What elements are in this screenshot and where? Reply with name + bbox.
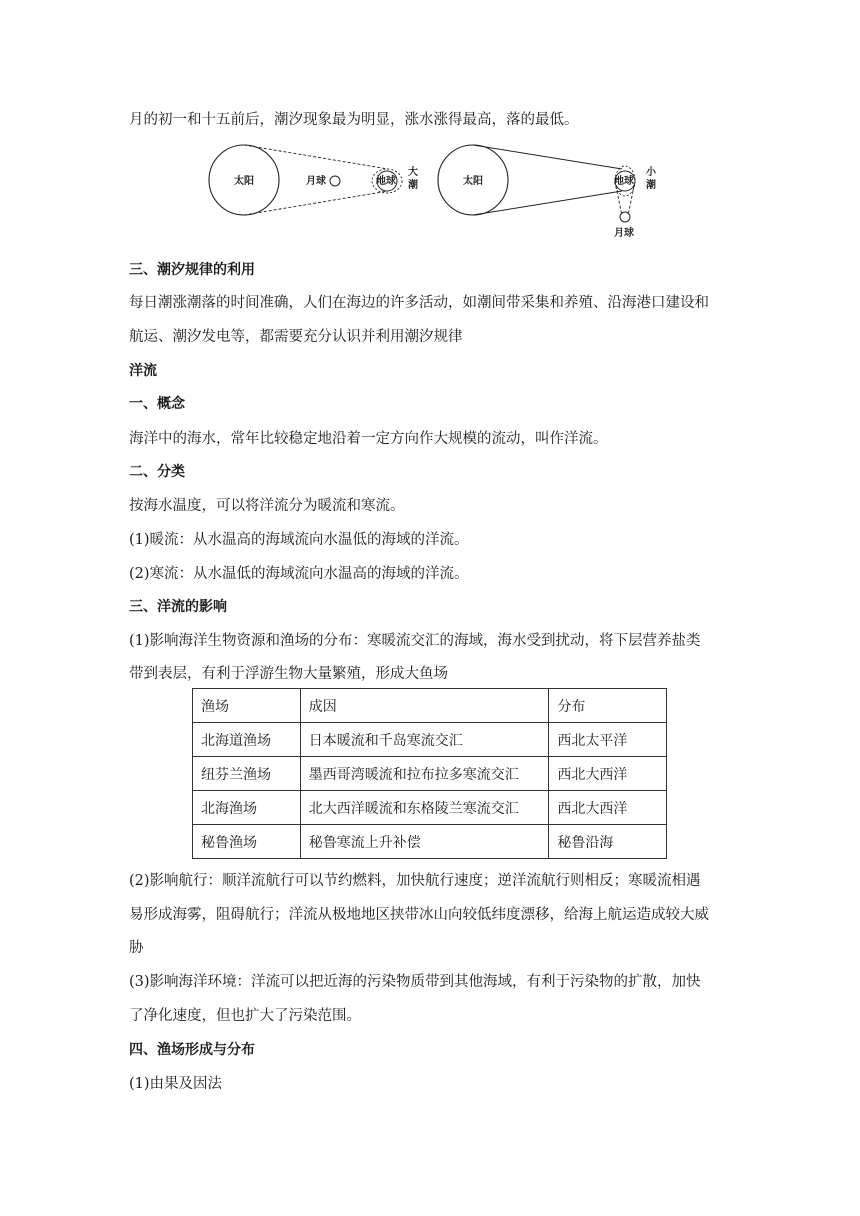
table-cell: 北海渔场: [193, 791, 301, 825]
table-cell: 墨西哥湾暖流和拉布拉多寒流交汇: [300, 757, 549, 791]
spring-tide-diagram: [209, 145, 418, 215]
effect1-line2: 带到表层，有利于浮游生物大量繁殖，形成大鱼场: [129, 666, 448, 682]
concept-paragraph: 海洋中的海水，常年比较稳定地沿着一定方向作大规模的流动，叫作洋流。: [129, 431, 608, 447]
table-row: [193, 723, 667, 757]
classification-paragraph: 按海水温度，可以将洋流分为暖流和寒流。: [129, 498, 405, 514]
moon-circle: [330, 176, 340, 186]
tide-label-1: 大: [408, 167, 418, 178]
tide-use-paragraph-line2: 航运、潮汐发电等，都需要充分认识并利用潮汐规律: [129, 329, 463, 345]
cold-current-definition: (2)寒流：从水温低的海域流向水温高的海域的洋流。: [129, 566, 469, 582]
currents-title: 洋流: [129, 363, 157, 379]
tide-label-2: 潮: [408, 180, 418, 191]
table-header-cell: 分布: [549, 689, 667, 723]
earth-label: 地球: [614, 176, 634, 187]
table-row: [193, 791, 667, 825]
tide-diagram-svg: [190, 138, 670, 244]
earth-label: 地球: [376, 176, 396, 187]
table-cell: 秘鲁寒流上升补偿: [300, 825, 549, 859]
fishery-heading: 四、渔场形成与分布: [129, 1042, 255, 1058]
tide-label-1: 小: [646, 167, 656, 178]
effect3-line2: 了净化速度，但也扩大了污染范围。: [129, 1008, 361, 1024]
classification-heading: 二、分类: [129, 464, 185, 480]
sun-label: 太阳: [463, 176, 483, 187]
tide-label-2: 潮: [646, 180, 656, 191]
table-cell: 日本暖流和千岛寒流交汇: [300, 723, 549, 757]
table-header-cell: 成因: [300, 689, 549, 723]
fishery-method: (1)由果及因法: [129, 1076, 223, 1092]
warm-current-definition: (1)暖流：从水温高的海域流向水温低的海域的洋流。: [129, 532, 469, 548]
table-cell: 西北大西洋: [549, 791, 667, 825]
table-cell: 秘鲁沿海: [549, 825, 667, 859]
effect2-line2: 易形成海雾，阻碍航行；洋流从极地地区挟带冰山向较低纬度漂移，给海上航运造成较大威: [129, 907, 709, 923]
table-cell: 西北大西洋: [549, 757, 667, 791]
table-header-row: [193, 689, 667, 723]
concept-heading: 一、概念: [129, 396, 185, 412]
tide-diagram: [190, 138, 670, 244]
effect2-line1: (2)影响航行：顺洋流航行可以节约燃料，加快航行速度；逆洋流航行则相反；寒暖流相遇: [129, 873, 701, 889]
neap-tide-diagram: [438, 145, 657, 239]
effect1-line1: (1)影响海洋生物资源和渔场的分布：寒暖流交汇的海域，海水受到扰动，将下层营养盐类: [129, 633, 701, 649]
effect3-line1: (3)影响海洋环境：洋流可以把近海的污染物质带到其他海域，有利于污染物的扩散，加快: [129, 974, 701, 990]
sun-label: 太阳: [234, 176, 254, 187]
table-cell: 西北太平洋: [549, 723, 667, 757]
effects-heading: 三、洋流的影响: [129, 599, 227, 615]
tide-use-paragraph-line1: 每日潮涨潮落的时间准确，人们在海边的许多活动，如潮间带采集和养殖、沿海港口建设和: [129, 295, 709, 311]
table-cell: 纽芬兰渔场: [193, 757, 301, 791]
moon-label: 月球: [306, 176, 326, 187]
table-cell: 北海道渔场: [193, 723, 301, 757]
fishing-grounds-table: [192, 688, 667, 859]
table-cell: 秘鲁渔场: [193, 825, 301, 859]
table-row: [193, 825, 667, 859]
tide-use-heading: 三、潮汐规律的利用: [129, 262, 255, 278]
moon-circle: [620, 212, 630, 222]
intro-line: 月的初一和十五前后，潮汐现象最为明显，涨水涨得最高，落的最低。: [129, 112, 579, 128]
table-header-cell: 渔场: [193, 689, 301, 723]
effect2-line3: 胁: [129, 940, 144, 956]
moon-label: 月球: [614, 228, 634, 239]
table-cell: 北大西洋暖流和东格陵兰寒流交汇: [300, 791, 549, 825]
table-row: [193, 757, 667, 791]
